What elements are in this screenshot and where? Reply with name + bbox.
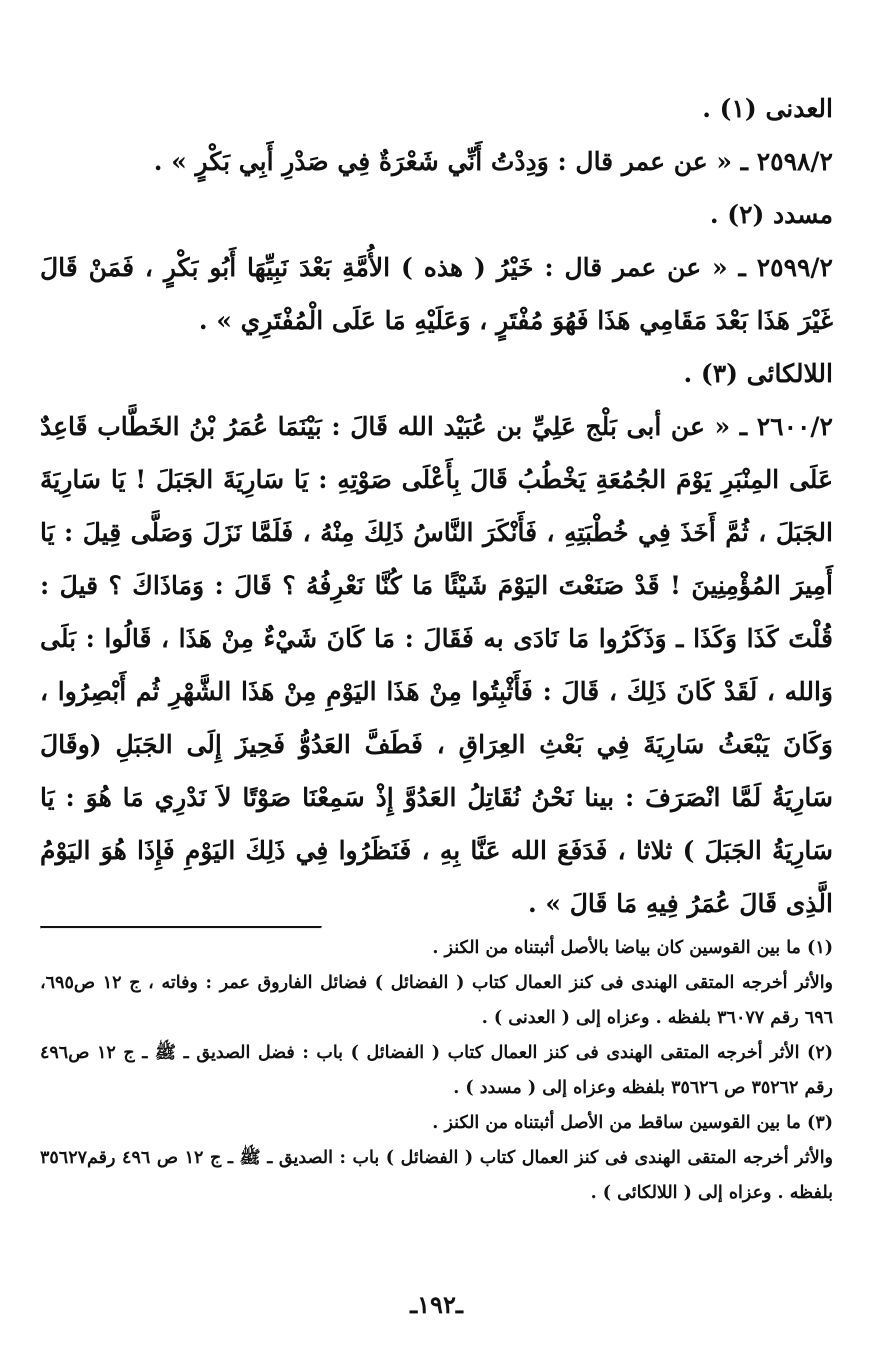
- footnote-2-text: (٢) الأثر أخرجه المتقى الهندى فى كنز العمال كتاب ( الفضائل ) باب : فضل الصديق ـ ﷺ ـ ج ١٢ ص٤٩٦ رقم ٣٥٢٦٢ ص ٣٥٦٢٦ بلفظه وعزاه إلى ( مسدد ) .: [40, 1043, 834, 1098]
- source-citation-aladani: العدنى (١) .: [702, 94, 833, 123]
- page-number: ـ١٩٢ـ: [410, 1290, 463, 1319]
- footnote-1-reference: والأثر أخرجه المتقى الهندى فى كنز العمال كتاب ( الفضائل ) فضائل الفاروق عمر : وفاته ، ج ١٢ ص٦٩٥، ٦٩٦ رقم ٣٦٠٧٧ بلفظه . وعزاه إلى ( العدنى ) .: [40, 973, 834, 1028]
- source-citation-musaddad: مسدد (٢) .: [709, 200, 833, 229]
- main-text: [40, 82, 833, 930]
- footnote-3-text: (٣) ما بين القوسين ساقط من الأصل أثبتناه من الكنز .: [432, 1113, 833, 1133]
- footnote-divider: [40, 926, 322, 929]
- footnotes: [40, 931, 833, 1211]
- source-citation-lalakai: اللالكائى (٣) .: [683, 359, 833, 388]
- hadith-2600: ٢٦٠٠/٢ ـ « عن أبى بَلْج عَلِيِّ بن عُبَيْد الله قَالَ : بَيْنَمَا عُمَرُ بْنُ الخَطَّاب قَاعِدٌ عَلَى المِنْبَرِ يَوْمَ الجُمُعَةِ يَخْطُبُ قَالَ بِأَعْلَى صَوْتِهِ : يَا سَارِيَةَ الجَبَلَ ! يَا سَارِيَةَ الجَبَلَ ، ثُمَّ أَخَذَ فِي خُطْبَتِهِ ، فَأَنْكَرَ النَّاسُ ذَلِكَ مِنْهُ ، فَلَمَّا نَزَلَ وَصَلَّى قِيلَ : يَا أَمِيرَ المُؤْمِنِينَ ! قَدْ صَنَعْتَ اليَوْمَ شَيْئًا مَا كُنَّا نَعْرِفُهُ ؟ قَالَ : وَمَاذَاكَ ؟ قيلَ : قُلْتَ كَذَا وَكَذَا ـ وَذَكَرُوا مَا نَادَى به فَقَالَ : مَا كَانَ شَيْءٌ مِنْ هَذَا ، قَالُوا : بَلَى وَالله ، لَقَدْ كَانَ ذَلِكَ ، قَالَ : فَأَثْبِتُوا مِنْ هَذَا اليَوْمِ مِنْ هَذَا الشَّهْرِ ثُم أَبْصِرُوا ، وَكَانَ يَبْعَثُ سَارِيَةَ فِي بَعْثِ العِرَاقِ ، فَطَفَّ العَدُوُّ فَحِيزَ إِلَى الجَبَلِ (وقَالَ سَارِيَةُ لَمَّا انْصَرَفَ : بينا نَحْنُ نُقَاتِلُ العَدُوَّ إِذْ سَمِعْنَا صَوْتًا لاَ نَدْرِي مَا هُوَ : يَا سَارِيَةُ الجَبَلَ ) ثلاثا ، فَدَفَعَ الله عَنَّا بِهِ ، فَنَظَرُوا فِي ذَلِكَ اليَوْمِ فَإِذَا هُوَ اليَوْمُ الَّذِى قَالَ عُمَرُ فِيهِ مَا قَالَ » .: [40, 412, 833, 918]
- hadith-2598: ٢٥٩٨/٢ ـ « عن عمر قال : وَدِدْتُ أَنِّي شَعْرَةٌ فِي صَدْرِ أَبِي بَكْرٍ » .: [153, 147, 833, 176]
- footnote-1-text: (١) ما بين القوسين كان بياضا بالأصل أثبتناه من الكنز .: [432, 938, 833, 958]
- hadith-2599: ٢٥٩٩/٢ ـ « عن عمر قال : خَيْرُ ( هذه ) الأُمَّةِ بَعْدَ نَبِيِّهَا أَبُو بَكْرٍ ، فَمَنْ قَالَ غَيْرَ هَذَا بَعْدَ مَقَامِي هَذَا فَهُوَ مُفْتَرٍ ، وَعَلَيْهِ مَا عَلَى الْمُفْتَرِي » .: [40, 253, 833, 335]
- footnote-3-reference: والأثر أخرجه المتقى الهندى فى كنز العمال كتاب ( الفضائل ) باب : الصديق ـ ﷺ ـ ج ١٢ ص ٤٩٦ رقم٣٥٦٢٧ بلفظه . وعزاه إلى ( اللالكائى ) .: [40, 1148, 834, 1203]
